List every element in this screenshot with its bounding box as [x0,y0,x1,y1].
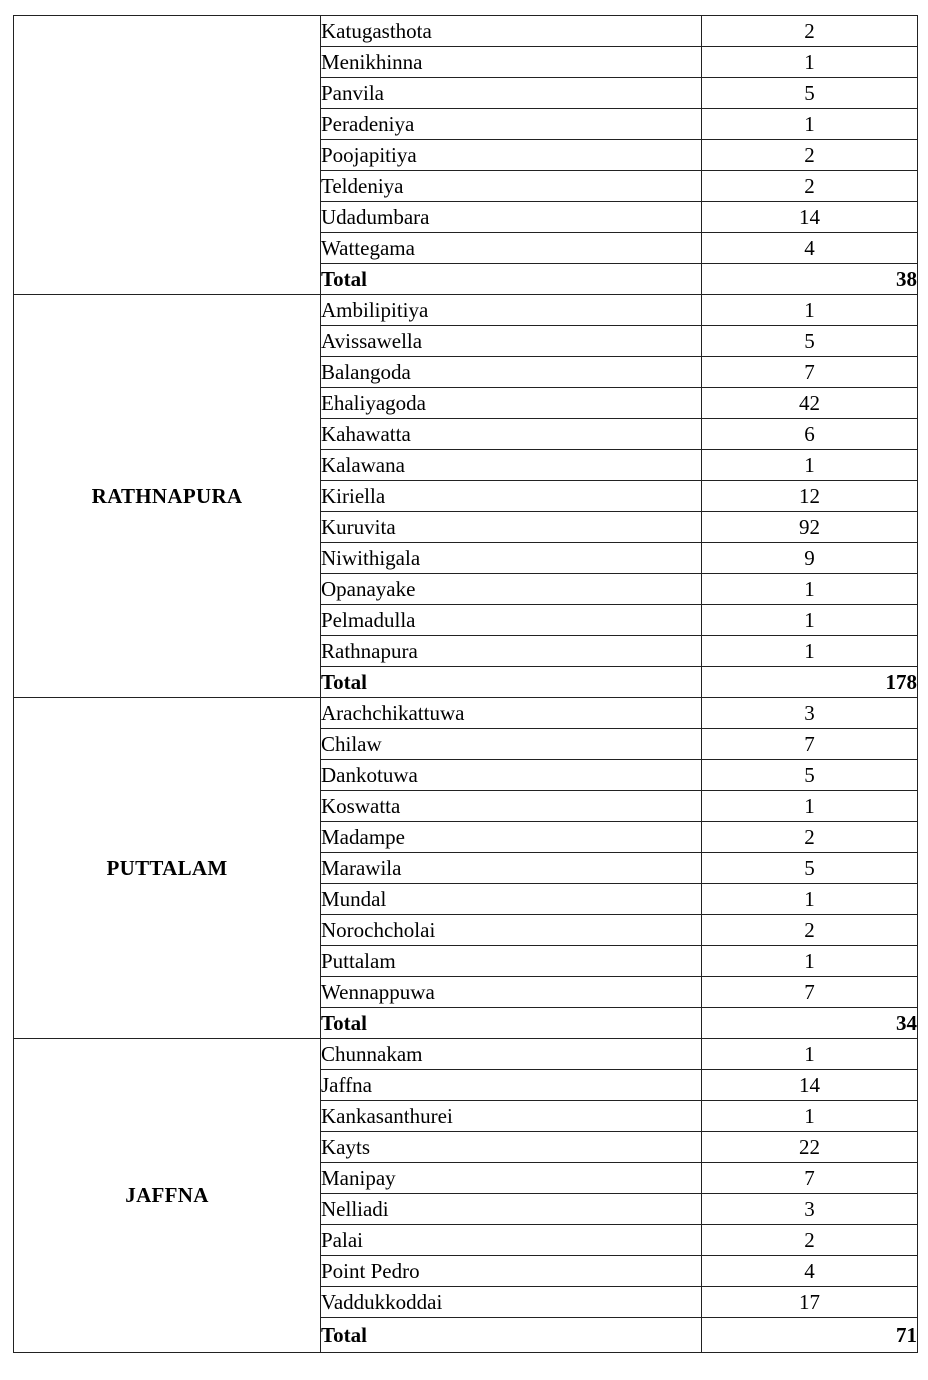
count-cell: 22 [702,1132,918,1163]
town-cell: Kankasanthurei [321,1101,702,1132]
count-cell: 3 [702,698,918,729]
count-cell: 14 [702,1070,918,1101]
count-cell: 92 [702,512,918,543]
count-cell: 2 [702,1225,918,1256]
count-cell: 4 [702,1256,918,1287]
town-cell: Peradeniya [321,109,702,140]
town-cell: Teldeniya [321,171,702,202]
town-cell: Nelliadi [321,1194,702,1225]
count-cell: 9 [702,543,918,574]
town-cell: Dankotuwa [321,760,702,791]
district-cell: PUTTALAM [14,698,321,1039]
count-cell: 4 [702,233,918,264]
total-label: Total [321,264,702,295]
count-cell: 1 [702,946,918,977]
count-cell: 2 [702,16,918,47]
count-cell: 1 [702,1101,918,1132]
district-town-table [13,15,918,1353]
town-cell: Kahawatta [321,419,702,450]
count-cell: 2 [702,822,918,853]
town-cell: Koswatta [321,791,702,822]
town-cell: Avissawella [321,326,702,357]
town-cell: Kuruvita [321,512,702,543]
town-cell: Palai [321,1225,702,1256]
table-row [14,295,918,326]
count-cell: 1 [702,884,918,915]
count-cell: 5 [702,760,918,791]
total-label: Total [321,667,702,698]
total-value: 38 [702,264,918,295]
count-cell: 5 [702,78,918,109]
table-row [14,698,918,729]
table-body [14,16,918,1353]
town-cell: Manipay [321,1163,702,1194]
town-cell: Vaddukkoddai [321,1287,702,1318]
town-cell: Wattegama [321,233,702,264]
count-cell: 1 [702,636,918,667]
town-cell: Poojapitiya [321,140,702,171]
count-cell: 1 [702,1039,918,1070]
total-value: 178 [702,667,918,698]
count-cell: 1 [702,450,918,481]
total-label: Total [321,1318,702,1353]
count-cell: 2 [702,915,918,946]
town-cell: Niwithigala [321,543,702,574]
town-cell: Norochcholai [321,915,702,946]
count-cell: 5 [702,853,918,884]
district-cell: RATHNAPURA [14,295,321,698]
document-page [13,15,917,1353]
town-cell: Kalawana [321,450,702,481]
count-cell: 2 [702,140,918,171]
count-cell: 1 [702,605,918,636]
town-cell: Kiriella [321,481,702,512]
town-cell: Ambilipitiya [321,295,702,326]
total-label: Total [321,1008,702,1039]
town-cell: Ehaliyagoda [321,388,702,419]
district-cell [14,16,321,295]
count-cell: 14 [702,202,918,233]
count-cell: 1 [702,47,918,78]
town-cell: Panvila [321,78,702,109]
town-cell: Pelmadulla [321,605,702,636]
count-cell: 12 [702,481,918,512]
count-cell: 17 [702,1287,918,1318]
town-cell: Marawila [321,853,702,884]
count-cell: 1 [702,109,918,140]
total-value: 34 [702,1008,918,1039]
count-cell: 7 [702,977,918,1008]
town-cell: Balangoda [321,357,702,388]
town-cell: Madampe [321,822,702,853]
town-cell: Opanayake [321,574,702,605]
count-cell: 7 [702,357,918,388]
count-cell: 42 [702,388,918,419]
town-cell: Point Pedro [321,1256,702,1287]
town-cell: Udadumbara [321,202,702,233]
count-cell: 7 [702,729,918,760]
count-cell: 1 [702,791,918,822]
table-row [14,16,918,47]
count-cell: 1 [702,295,918,326]
count-cell: 2 [702,171,918,202]
table-row [14,1039,918,1070]
town-cell: Puttalam [321,946,702,977]
town-cell: Wennappuwa [321,977,702,1008]
town-cell: Mundal [321,884,702,915]
count-cell: 5 [702,326,918,357]
town-cell: Katugasthota [321,16,702,47]
town-cell: Chunnakam [321,1039,702,1070]
count-cell: 3 [702,1194,918,1225]
count-cell: 1 [702,574,918,605]
town-cell: Rathnapura [321,636,702,667]
count-cell: 6 [702,419,918,450]
town-cell: Menikhinna [321,47,702,78]
town-cell: Arachchikattuwa [321,698,702,729]
total-value: 71 [702,1318,918,1353]
town-cell: Kayts [321,1132,702,1163]
count-cell: 7 [702,1163,918,1194]
town-cell: Chilaw [321,729,702,760]
town-cell: Jaffna [321,1070,702,1101]
district-cell: JAFFNA [14,1039,321,1353]
